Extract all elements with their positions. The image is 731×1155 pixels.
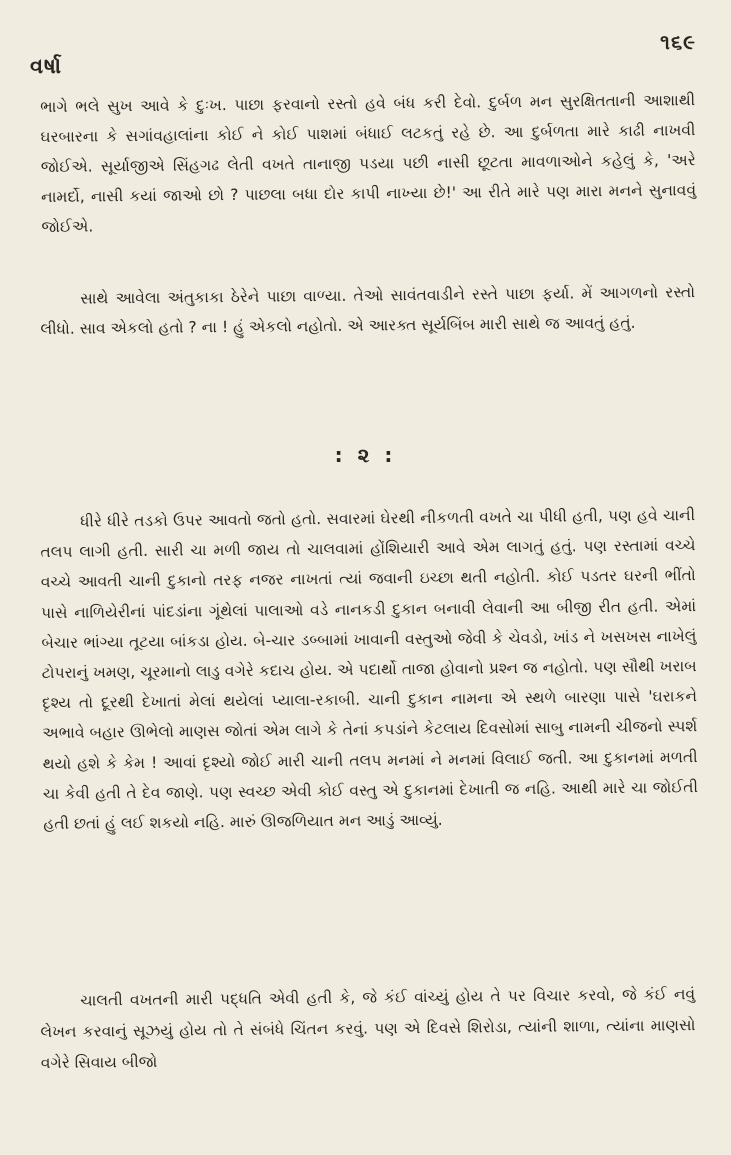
paragraph-1: ભાગે ભલે સુખ આવે કે દુઃખ. પાછા ફરવાનો રસ્તો હવે બંધ કરી દેવો. દુર્બળ મન સુરક્ષિતતાની આશાથી ઘરબારના કે સગાંવહાલાંના કોઈ ને કોઈ પાશમાં બંધાઈ લટકતું રહે છે. આ દુર્બળતા મારે કાઢી નાખવી જોઈએ. સૂર્યાજીએ સિંહગઢ લેતી વખતે તાનાજી પડયા પછી નાસી છૂટતા માવળાઓને કહેલું કે, 'અરે નામર્દો, નાસી કયાં જાઓ છો ? પાછલા બધા દોર કાપી નાખ્યા છે!' આ રીતે મારે પણ મારા મનને સુનાવવું જોઈએ. <box>40 91 697 236</box>
paragraph-3: ધીરે ધીરે તડકો ઉપર આવતો જતો હતો. સવારમાં ઘેરથી નીકળતી વખતે ચા પીધી હતી, પણ હવે ચાની તલપ લાગી હતી. સારી ચા મળી જાય તો ચાલવામાં હોંશિયારી આવે એમ લાગતું હતું. પણ રસ્તામાં વચ્ચે વચ્ચે આવતી ચાની દુકાનો તરફ નજર નાખતાં ત્યાં જવાની ઇચ્છા થતી નહોતી. કોઈ પડતર ઘરની ભીંતો પાસે નાળિયેરીનાં પાંદડાંના ગૂંથેલાં પાલાઓ વડે નાનકડી દુકાન બનાવી લેવાની આ બીજી રીત હતી. એમાં બેચાર ભાંગ્યા તૂટયા બાંકડા હોય. બે-ચાર ડબ્બામાં ખાવાની વસ્તુઓ જેવી કે ચેવડો, ખાંડ ને ખસખસ નાખેલું ટોપરાનું ખમણ, ચૂરમાનો લાડુ વગેરે કદાચ હોય. એ પદાર્થો તાજા હોવાનો પ્રશ્ન જ નહોતો. પણ સૌથી ખરાબ દૃશ્ય તો દૂરથી દેખાતાં મેલાં થયેલાં પ્યાલા-રકાબી. ચાની દુકાન નામના એ સ્થળે બારણા પાસે 'ઘરાકને અભાવે બહાર ઊભેલો માણસ જોતાં એમ લાગે કે તેનાં કપડાંને કેટલાય દિવસોમાં સાબુ નામની ચીજનો સ્પર્શ થયો હશે કે કેમ ! આવાં દૃશ્યો જોઈ મારી ચાની તલપ મનમાં ને મનમાં વિલાઈ જતી. આ દુકાનમાં મળતી ચા કેવી હતી તે દેવ જાણે. પણ સ્વચ્છ એવી કોઈ વસ્તુ એ દુકાનમાં દેખાતી જ નહિ. આથી મારે ચા જોઈતી હતી છતાં હું લઈ શકયો નહિ. મારું ઊજળિયાત મન આડું આવ્યું. <box>40 506 699 834</box>
paragraph-4: ચાલતી વખતની મારી પદ્ધતિ એવી હતી કે, જે કંઈ વાંચ્યું હોય તે પર વિચાર કરવો, જે કંઈ નવું લેખન કરવાનું સૂઝયું હોય તો તે સંબંધે ચિંતન કરવું. પણ એ દિવસે શિરોડા, ત્યાંની શાળા, ત્યાંના માણસો વગેરે સિવાય બીજો <box>40 985 696 1072</box>
paragraph-block-3 <box>40 500 698 839</box>
paragraph-block-4 <box>40 979 696 1079</box>
section-marker: : ૨ : <box>334 443 397 467</box>
paragraph-block-2 <box>40 277 696 344</box>
page-number: ૧૬૯ <box>660 30 696 54</box>
running-title: વર્ષા <box>30 54 62 78</box>
paragraph-continuation <box>40 85 697 242</box>
paragraph-2: સાથે આવેલા અંતુકાકા ઠેરેને પાછા વાળ્યા. તેઓ સાવંતવાડીને રસ્તે પાછા ફર્યા. મેં આગળનો રસ્તો લીધો. સાવ એકલો હતો ? ના ! હું એકલો નહોતો. એ આરક્ત સૂર્યબિંબ મારી સાથે જ આવતું હતું. <box>40 283 696 338</box>
